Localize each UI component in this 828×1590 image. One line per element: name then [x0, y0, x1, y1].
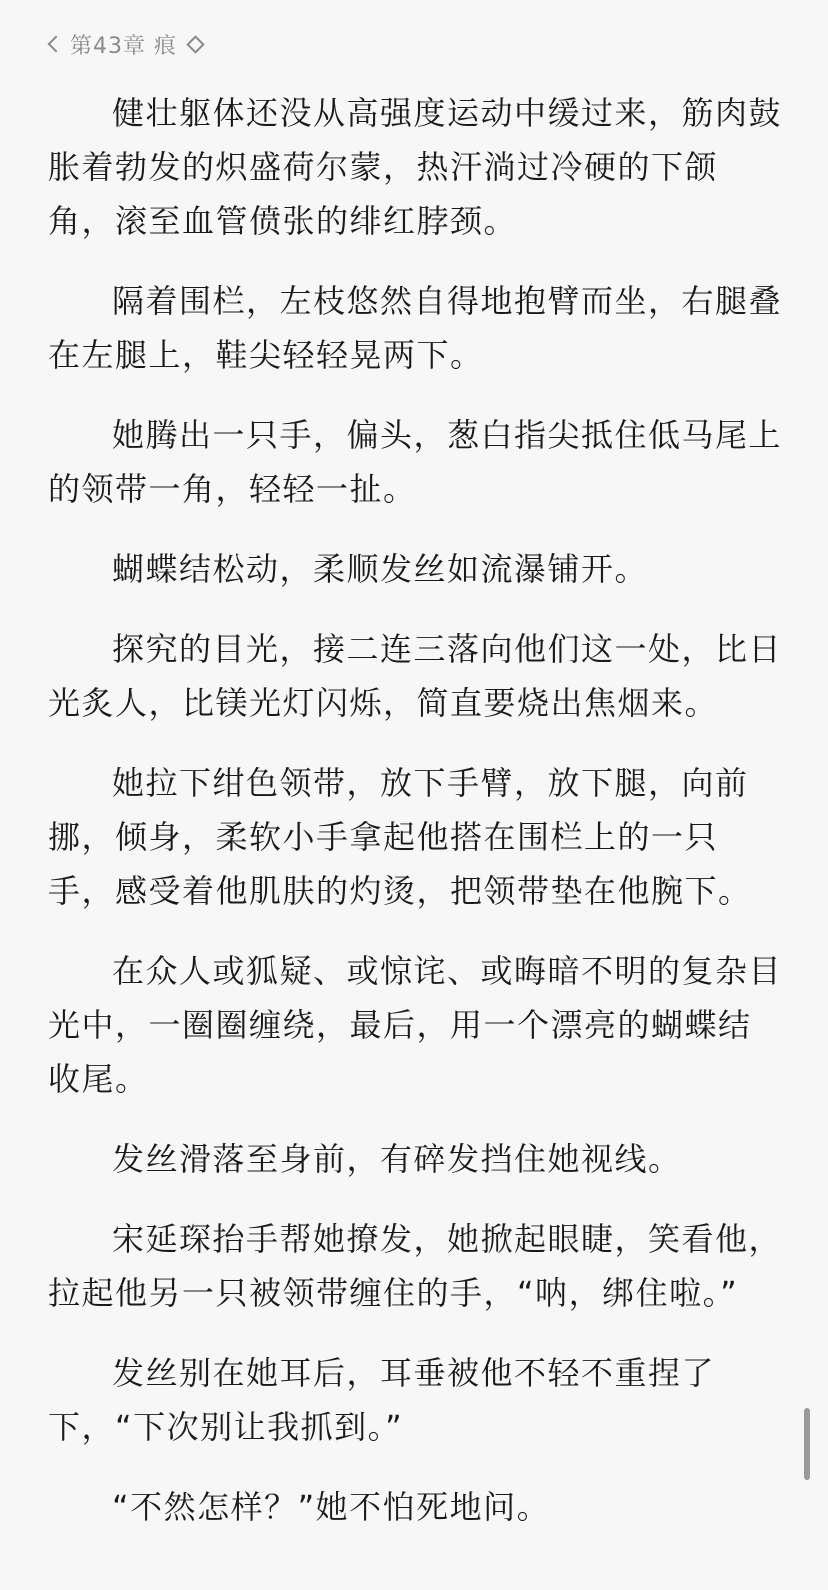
- paragraph: 她拉下绀色领带，放下手臂，放下腿，向前挪，倾身，柔软小手拿起他搭在围栏上的一只手，感受着他肌肤的灼烫，把领带垫在他腕下。: [48, 764, 752, 910]
- diamond-icon[interactable]: [186, 35, 204, 53]
- chapter-content: [48, 86, 784, 1560]
- paragraph: 健壮躯体还没从高强度运动中缓过来，筋肉鼓胀着勃发的炽盛荷尔蒙，热汗淌过冷硬的下颌角，滚至血管偾张的绯红脖颈。: [48, 94, 783, 240]
- paragraph: 蝴蝶结松动，柔顺发丝如流瀑铺开。: [112, 550, 649, 588]
- paragraph: 发丝别在她耳后，耳垂被他不轻不重捏了下，“下次别让我抓到。”: [48, 1354, 716, 1446]
- paragraph: “不然怎样？”她不怕死地问。: [112, 1488, 551, 1526]
- chapter-title[interactable]: 第43章 痕: [70, 33, 177, 59]
- chevron-left-icon[interactable]: [48, 36, 65, 53]
- paragraph: 探究的目光，接二连三落向他们这一处，比日光炙人，比镁光灯闪烁，简直要烧出焦烟来。: [48, 630, 783, 722]
- chapter-header: [46, 28, 202, 60]
- paragraph: 她腾出一只手，偏头，葱白指尖抵住低马尾上的领带一角，轻轻一扯。: [48, 416, 783, 508]
- paragraph: 宋延琛抬手帮她撩发，她掀起眼睫，笑看他，拉起他另一只被领带缠住的手，“呐，绑住啦。”: [48, 1220, 783, 1312]
- paragraph: 在众人或狐疑、或惊诧、或晦暗不明的复杂目光中，一圈圈缠绕，最后，用一个漂亮的蝴蝶结收尾。: [48, 952, 783, 1098]
- scrollbar[interactable]: [804, 1408, 810, 1480]
- paragraph: 发丝滑落至身前，有碎发挡住她视线。: [112, 1140, 682, 1178]
- paragraph: 隔着围栏，左枝悠然自得地抱臂而坐，右腿叠在左腿上，鞋尖轻轻晃两下。: [48, 282, 783, 374]
